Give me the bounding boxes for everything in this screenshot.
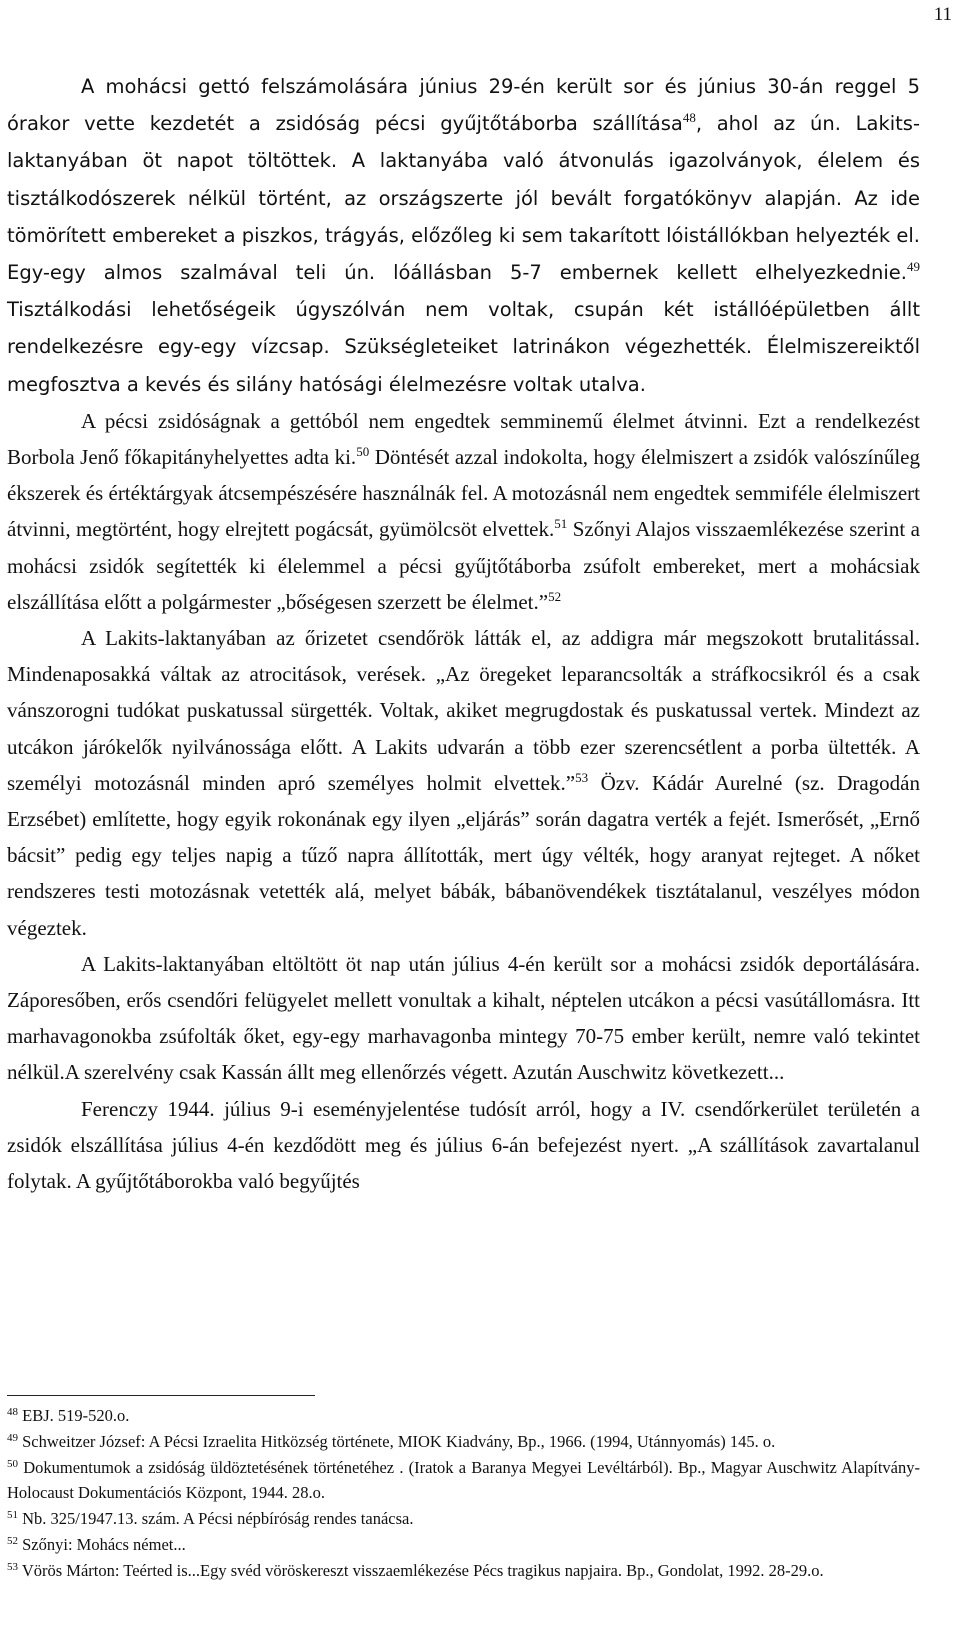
text-segment: Özv. Kádár Aurelné (sz. Dragodán Erzsébet) említette, hogy egyik rokonának egy ilyen „eljárás” során dagatra verték a fejét. Ismerősét, „Ernő bácsit” pedig egy teljes napig a tűző napra állították, mert úgy vélték, hogy aranyat rejteget. A nőket rendszeres testi motozásnak vetették alá, melyet bábák, bábanövendékek tisztátalanul, veszélyes módon végeztek. bbox=[7, 770, 920, 940]
footnote-number: 48 bbox=[7, 1406, 18, 1418]
footnote-ref: 53 bbox=[575, 769, 589, 785]
paragraph bbox=[7, 403, 920, 620]
body-text bbox=[7, 68, 920, 1199]
text-segment: Döntését azzal indokolta, hogy élelmiszert a zsidók valószínűleg ékszerek és értéktárgyak átcsempészésére használnák fel. A motozásnál nem engedtek semmiféle élelmiszert átvinni, megtörtént, hogy elrejtett pogácsát, gyümölcsöt elvettek. bbox=[7, 445, 920, 542]
footnote-ref: 52 bbox=[548, 588, 562, 604]
footnote-text: Szőnyi: Mohács német... bbox=[18, 1534, 186, 1554]
text-segment: Tisztálkodási lehetőségeik úgyszólván nem voltak, csupán két istállóépületben állt rendelkezésre egy-egy vízcsap. Szükségleteiket latrinákon végezhették. Élelmiszereiktől megfosztva a kevés és silány hatósági élelmezésre voltak utalva. bbox=[7, 298, 920, 396]
text-segment: A mohácsi gettó felszámolására június 29-én került sor és június 30-án reggel 5 órakor vette kezdetét a zsidóság pécsi gyűjtőtáborba szállítása bbox=[7, 75, 920, 136]
footnote-text: Dokumentumok a zsidóság üldöztetésének történetéhez . (Iratok a Baranya Megyei Levéltárból). Bp., Magyar Auschwitz Alapítvány-Holocaust Dokumentációs Központ, 1944. 28.o. bbox=[7, 1457, 920, 1503]
text-segment: A Lakits-laktanyában az őrizetet csendőrök látták el, az addigra már megszokott brutalitással. Mindenaposakká váltak az atrocitások, verések. „Az öregeket leparancsolták a stráfkocsikról és a csak vánszorogni tudókat puskatussal sürgették. Voltak, akiket megrugdostak és puskatussal vertek. Mindezt az utcákon járókelők nyilvánossága előtt. A Lakits udvarán a több ezer szerencsétlent a porba ültették. A személyi motozásnál minden apró személyes holmit elvettek.” bbox=[7, 626, 920, 795]
footnote-number: 53 bbox=[7, 1560, 18, 1573]
footnote-number: 51 bbox=[7, 1509, 18, 1522]
footnote bbox=[7, 1558, 920, 1584]
footnote bbox=[7, 1455, 920, 1507]
footnote-ref: 51 bbox=[554, 516, 568, 532]
text-segment: Ferenczy 1944. július 9-i eseményjelentése tudósít arról, hogy a IV. csendőrkerület területén a zsidók elszállítása július 4-én kezdődött meg és július 6-án befejezést nyert. „A szállítások zavartalanul folytak. A gyűjtőtáborokba való begyűjtés bbox=[7, 1096, 920, 1194]
text-segment: A pécsi zsidóságnak a gettóból nem engedtek semminemű élelmet átvinni. Ezt a rendelkezést Borbola Jenő főkapitányhelyettes adta ki. bbox=[7, 408, 920, 470]
footnote-separator bbox=[7, 1395, 315, 1396]
footnote-ref: 49 bbox=[907, 259, 920, 275]
footnote-text: Nb. 325/1947.13. szám. A Pécsi népbíróság rendes tanácsa. bbox=[18, 1509, 414, 1529]
page-number: 11 bbox=[933, 4, 952, 25]
footnotes bbox=[7, 1403, 920, 1584]
text-segment: A Lakits-laktanyában eltöltött öt nap után július 4-én került sor a mohácsi zsidók deportálására. Záporesőben, erős csendőri felügyelet mellett vonultak a kihalt, néptelen utcákon a pécsi vasútállomásra. Itt marhavagonokba zsúfolták őket, egy-egy marhavagonba mintegy 70-75 ember került, nemre való tekintet nélkül.A szerelvény csak Kassán állt meg ellenőrzés végett. Azután Auschwitz következett... bbox=[7, 951, 920, 1085]
text-segment: Szőnyi Alajos visszaemlékezése szerint a mohácsi zsidók segítették ki élelemmel a pécsi gyűjtőtáborba zsúfolt embereket, mert a mohácsiak elszállítása előtt a polgármester „bőségesen szerzett be élelmet.” bbox=[7, 517, 921, 614]
footnote-text: Vörös Márton: Teérted is...Egy svéd vöröskereszt visszaemlékezése Pécs tragikus napjaira. Bp., Gondolat, 1992. 28-29.o. bbox=[18, 1560, 824, 1580]
paragraph bbox=[7, 946, 920, 1091]
footnote bbox=[7, 1506, 920, 1532]
paragraph bbox=[7, 1091, 920, 1200]
footnote-ref: 50 bbox=[356, 444, 370, 460]
footnote-number: 50 bbox=[7, 1457, 18, 1470]
footnote-number: 52 bbox=[7, 1534, 18, 1547]
footnote-number: 49 bbox=[7, 1431, 18, 1444]
text-segment: , ahol az ún. Lakits-laktanyában öt napot töltöttek. A laktanyába való átvonulás igazolványok, élelem és tisztálkodószerek nélkül történt, az országszerte jól bevált forgatókönyv alapján. Az ide tömörített embereket a piszkos, trágyás, előzőleg ki sem takarított lóistállókban helyezték el. Egy-egy almos szalmával teli ún. lóállásban 5-7 embernek kellett elhelyezkednie. bbox=[7, 112, 920, 285]
paragraph bbox=[7, 620, 920, 946]
footnote-ref: 48 bbox=[682, 110, 696, 126]
paragraph bbox=[7, 68, 920, 403]
footnote bbox=[7, 1429, 920, 1455]
footnote bbox=[7, 1532, 920, 1558]
footnote-text: Schweitzer József: A Pécsi Izraelita Hitközség története, MIOK Kiadvány, Bp., 1966. (1994, Utánnyomás) 145. o. bbox=[18, 1431, 776, 1451]
footnote-text: EBJ. 519-520.o. bbox=[18, 1406, 130, 1425]
footnote bbox=[7, 1403, 920, 1429]
